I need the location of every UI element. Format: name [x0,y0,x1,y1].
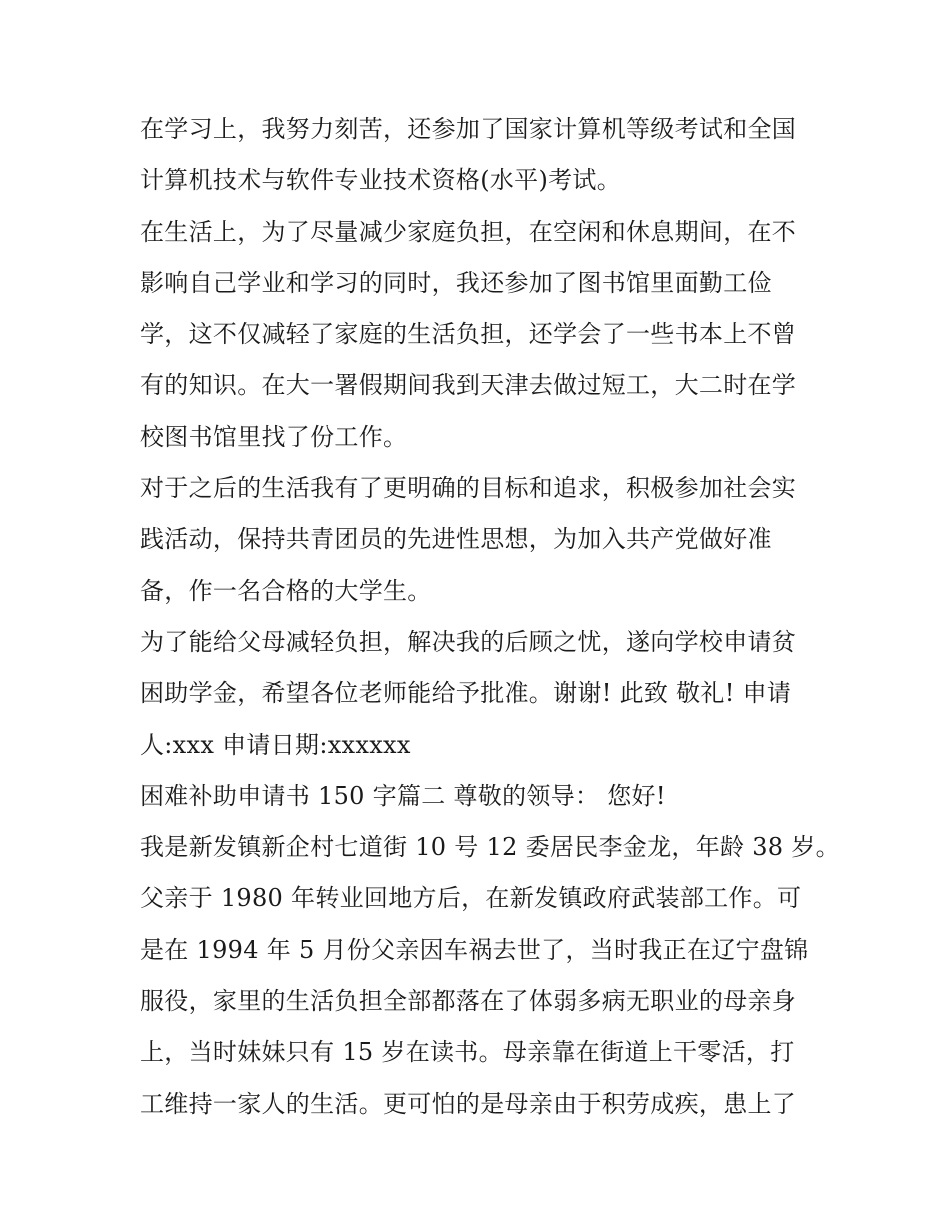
text-line: 困助学金，希望各位老师能给予批准。谢谢! 此致 敬礼! 申请 [140,679,792,708]
text-line: 为了能给父母减轻负担，解决我的后顾之忧，遂向学校申请贫 [140,627,797,656]
text-line: 是在 1994 年 5 月份父亲因车祸去世了，当时我正在辽宁盘锦 [140,935,809,964]
document-body [140,104,840,1130]
text-line: 校图书馆里找了份工作。 [140,422,408,451]
text-line: 在生活上，为了尽量减少家庭负担，在空闲和休息期间，在不 [140,217,797,246]
text-line: 人:xxx 申请日期:xxxxxx [140,730,411,759]
text-line: 在学习上，我努力刻苦，还参加了国家计算机等级考试和全国 [140,115,797,143]
text-line: 影响自己学业和学习的同时，我还参加了图书馆里面勤工俭 [140,268,772,297]
text-line: 践活动，保持共青团员的先进性思想，为加入共产党做好准 [140,525,772,554]
text-line: 服役，家里的生活负担全部都落在了体弱多病无职业的母亲身 [140,987,797,1016]
section-heading-line: 困难补助申请书 150 字篇二 尊敬的领导： 您好! [140,781,666,810]
text-line: 上，当时妹妹只有 15 岁在读书。母亲靠在街道上干零活，打 [140,1038,795,1067]
text-line: 计算机技术与软件专业技术资格(水平)考试。 [140,166,622,195]
text-line: 父亲于 1980 年转业回地方后，在新发镇政府武装部工作。可 [140,884,802,913]
text-line: 工维持一家人的生活。更可怕的是母亲由于积劳成疾，患上了 [140,1089,797,1118]
text-line: 有的知识。在大一署假期间我到天津去做过短工，大二时在学 [140,371,797,400]
text-line: 我是新发镇新企村七道街 10 号 12 委居民李金龙，年龄 38 岁。 [140,833,840,862]
text-line: 学，这不仅减轻了家庭的生活负担，还学会了一些书本上不曾 [140,320,797,349]
text-line: 对于之后的生活我有了更明确的目标和追求，积极参加社会实 [140,474,797,503]
text-line: 备，作一名合格的大学生。 [140,576,432,605]
